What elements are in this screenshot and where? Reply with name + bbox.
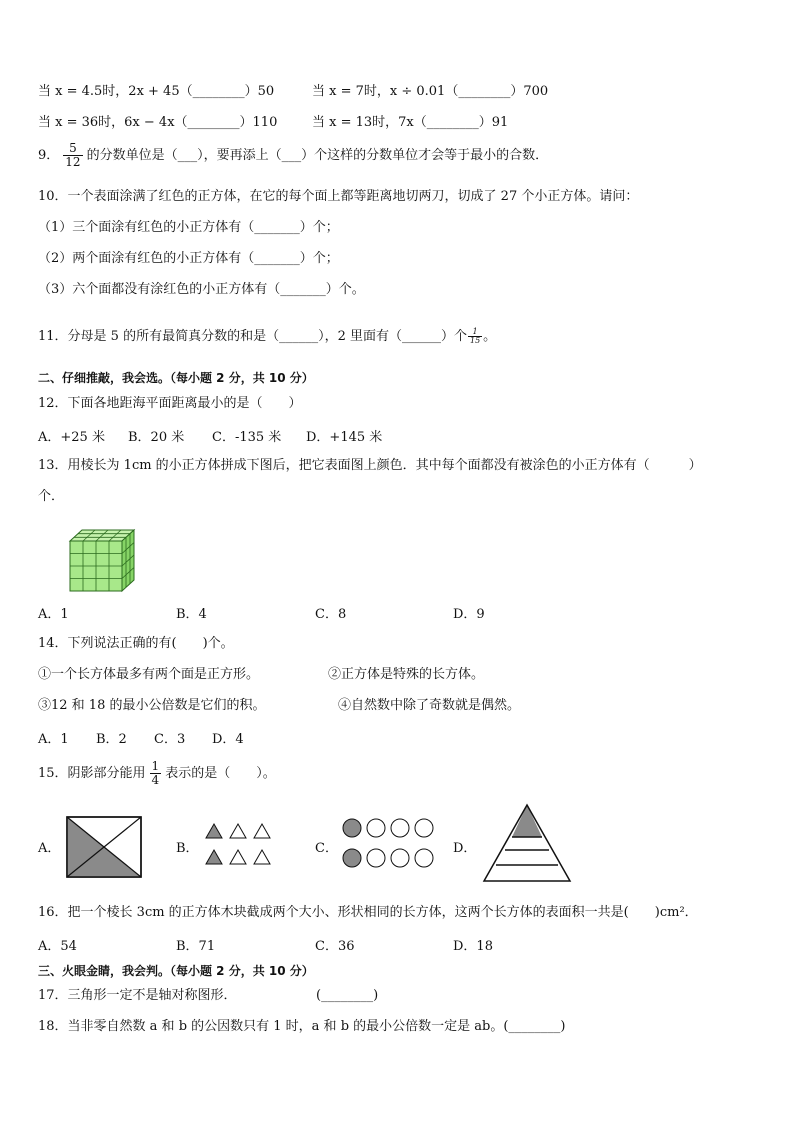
q12-option-b[interactable]: B．20 米: [128, 430, 185, 445]
q15-option-a-square-figure[interactable]: [66, 816, 142, 878]
q15-fraction-denominator: 4: [151, 773, 160, 787]
question-10-stem: 10．一个表面涂满了红色的正方体，在它的每个面上都等距离地切两刀，切成了 27 个小正方体。请问：: [38, 189, 639, 204]
q9-fraction-numerator: 5: [63, 142, 82, 156]
q17-answer-blank[interactable]: (________): [316, 988, 379, 1003]
question-12-stem: 12．下面各地距海平面距离最小的是（ ）: [38, 396, 302, 411]
q13-option-b[interactable]: B．4: [176, 607, 207, 622]
q15-option-c-circles-figure[interactable]: [340, 817, 438, 871]
question-17-text: 17．三角形一定不是轴对称图形．: [38, 988, 237, 1003]
q15-fraction-numerator: 1: [151, 759, 160, 773]
q14-option-a[interactable]: A．1: [38, 732, 69, 747]
q15-suffix: 表示的是（ ）。: [165, 766, 276, 781]
q14-option-b[interactable]: B．2: [96, 732, 127, 747]
question-9: [38, 142, 548, 169]
q16-option-c[interactable]: C．36: [315, 939, 355, 954]
compare-row-2-left: 当 x = 36时，6x − 4x（________）110: [38, 115, 278, 130]
compare-row-1-right: 当 x = 7时，x ÷ 0.01（________）700: [312, 84, 549, 99]
question-10-sub-3: （3）六个面都没有涂红色的小正方体有（_______）个。: [38, 282, 365, 297]
q11-suffix: 。: [483, 329, 497, 344]
question-16-stem: 16．把一个棱长 3cm 的正方体木块截成两个大小、形状相同的长方体，这两个长方体的表面积一共是( )cm²．: [38, 905, 698, 920]
section-3-heading: 三、火眼金睛，我会判。（每小题 2 分，共 10 分）: [38, 964, 314, 978]
question-13-stem: 13．用棱长为 1cm 的小正方体拼成下图后，把它表面图上颜色．其中每个面都没有被涂色的小正方体有（ ）: [38, 458, 702, 473]
q16-option-d[interactable]: D．18: [453, 939, 493, 954]
question-14-stem: 14．下列说法正确的有( )个。: [38, 636, 234, 651]
q11-fraction-numerator: 1: [468, 328, 482, 337]
q13-option-d[interactable]: D．9: [453, 607, 485, 622]
section-2-heading: 二、仔细推敲，我会选。（每小题 2 分，共 10 分）: [38, 371, 314, 385]
q13-cube-figure: [64, 527, 140, 595]
q14-option-d[interactable]: D．4: [212, 732, 244, 747]
q15-option-d-label[interactable]: D．: [453, 841, 477, 856]
q14-option-c[interactable]: C．3: [154, 732, 186, 747]
question-13-stem-cont: 个．: [38, 489, 65, 504]
q15-option-b-triangles-figure[interactable]: [204, 822, 274, 868]
q15-option-a-label[interactable]: A．: [38, 841, 61, 856]
compare-row-2-right: 当 x = 13时，7x（________）91: [312, 115, 509, 130]
q9-fraction: [63, 142, 82, 169]
q16-option-a[interactable]: A．54: [38, 939, 77, 954]
q14-statement-2: ②正方体是特殊的长方体。: [328, 667, 485, 682]
question-10-sub-2: （2）两个面涂有红色的小正方体有（_______）个；: [38, 251, 339, 266]
q12-option-a[interactable]: A．+25 米: [38, 430, 105, 445]
q11-text: 11．分母是 5 的所有最简真分数的和是（______），2 里面有（______）个: [38, 329, 467, 344]
q15-option-c-label[interactable]: C．: [315, 841, 338, 856]
q16-option-b[interactable]: B．71: [176, 939, 216, 954]
q9-fraction-denominator: 12: [65, 155, 81, 169]
q15-option-b-label[interactable]: B．: [176, 841, 199, 856]
q13-option-a[interactable]: A．1: [38, 607, 69, 622]
q15-option-d-pyramid-figure[interactable]: [482, 803, 572, 883]
question-15-stem: [38, 760, 276, 787]
q12-option-c[interactable]: C．-135 米: [212, 430, 282, 445]
q14-statement-3: ③12 和 18 的最小公倍数是它们的积。: [38, 698, 266, 713]
q15-fraction: [150, 760, 162, 787]
q9-number: 9．: [38, 148, 60, 163]
question-10-sub-1: （1）三个面涂有红色的小正方体有（_______）个；: [38, 220, 339, 235]
q15-prefix: 15．阴影部分能用: [38, 766, 146, 781]
question-11: [38, 328, 496, 346]
q11-fraction: [468, 328, 482, 345]
q9-text: 的分数单位是（___），要再添上（___）个这样的分数单位才会等于最小的合数．: [86, 148, 549, 163]
q14-statement-4: ④自然数中除了奇数就是偶然。: [338, 698, 521, 713]
q14-statement-1: ①一个长方体最多有两个面是正方形。: [38, 667, 260, 682]
q12-option-d[interactable]: D．+145 米: [306, 430, 383, 445]
q11-fraction-denominator: 15: [469, 336, 481, 345]
compare-row-1-left: 当 x = 4.5时，2x + 45（________）50: [38, 84, 275, 99]
question-18-text: 18．当非零自然数 a 和 b 的公因数只有 1 时，a 和 b 的最小公倍数一定是 ab。(________): [38, 1019, 566, 1034]
q13-option-c[interactable]: C．8: [315, 607, 347, 622]
